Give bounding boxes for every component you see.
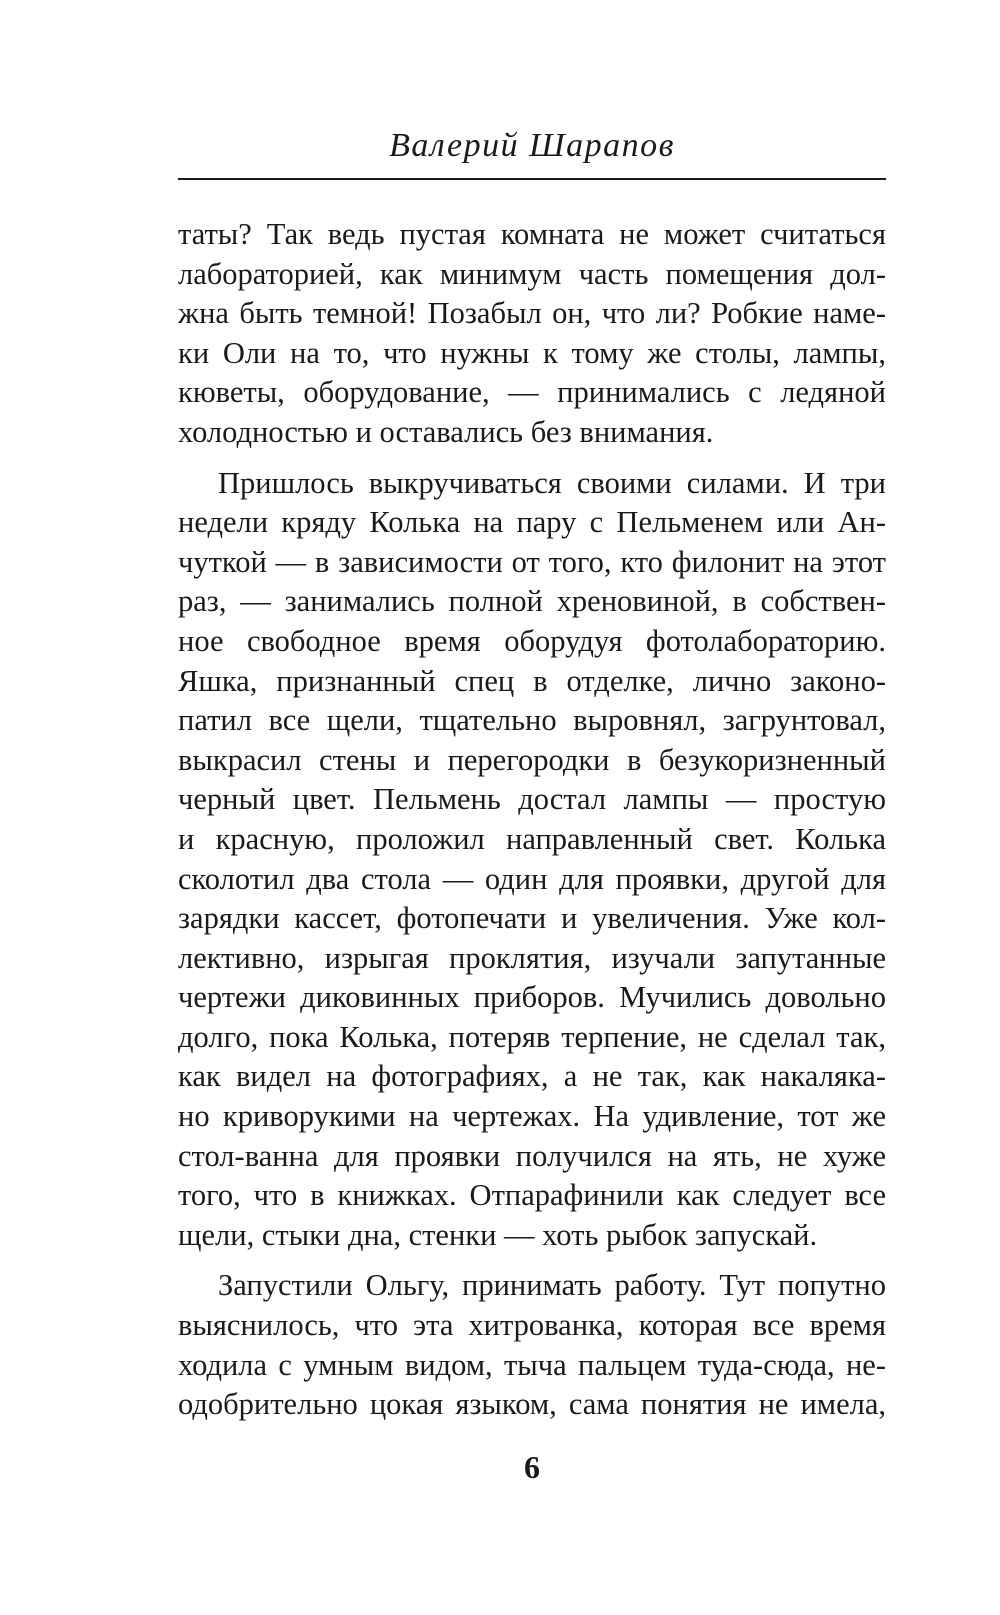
text-line: Яшка, признанный спец в отделке, лично законо- — [178, 663, 886, 698]
text-line: одобрительно цокая языком, сама понятия не имела, — [178, 1387, 886, 1422]
body-text — [178, 215, 886, 1425]
text-line: жна быть темной! Позабыл он, что ли? Робкие наме- — [178, 296, 886, 331]
text-line: стол-ванна для проявки получился на ять, не хуже — [178, 1138, 886, 1173]
page-number: 6 — [524, 1449, 540, 1485]
text-line: кюветы, оборудование, — принимались с ледяной — [178, 375, 886, 410]
text-line: и красную, проложил направленный свет. Колька — [178, 821, 886, 856]
text-line: черный цвет. Пельмень достал лампы — простую — [178, 782, 886, 817]
text-line: холодностью и оставались без внимания. — [178, 414, 714, 449]
paragraph-gap — [178, 453, 886, 464]
text-line: щели, стыки дна, стенки — хоть рыбок запускай. — [178, 1217, 818, 1252]
text-line: но криворукими на чертежах. На удивление, тот же — [178, 1099, 886, 1134]
text-line: ходила с умным видом, тыча пальцем туда-сюда, не- — [178, 1347, 886, 1382]
text-line: того, что в книжках. Отпарафинили как следует все — [178, 1178, 886, 1213]
text-line: как видел на фотографиях, а не так, как накаляка- — [178, 1059, 886, 1094]
paragraph — [178, 464, 886, 1256]
text-line: лабораторией, как минимум часть помещения дол- — [178, 256, 886, 291]
text-line: Запустили Ольгу, принимать работу. Тут попутно — [218, 1268, 886, 1303]
text-line: сколотил два стола — один для проявки, другой для — [178, 861, 886, 896]
text-line: таты? Так ведь пустая комната не может считаться — [178, 217, 886, 251]
text-line: раз, — занимались полной хреновиной, в собствен- — [178, 584, 886, 619]
paragraph — [178, 215, 886, 453]
text-line: зарядки кассет, фотопечати и увеличения. Уже кол- — [178, 901, 886, 936]
text-line: выкрасил стены и перегородки в безукоризненный — [178, 742, 886, 777]
text-line: ное свободное время оборудуя фотолабораторию. — [178, 623, 886, 658]
text-line: Пришлось выкручиваться своими силами. И три — [218, 465, 886, 500]
text-line: патил все щели, тщательно выровнял, загрунтовал, — [178, 703, 886, 738]
text-line: долго, пока Колька, потеряв терпение, не сделал так, — [178, 1019, 886, 1054]
text-line: недели кряду Колька на пару с Пельменем или Ан- — [178, 505, 886, 540]
text-line: чертежи диковинных приборов. Мучились довольно — [178, 980, 886, 1015]
running-header-author: Валерий Шарапов — [389, 127, 675, 164]
text-line: выяснилось, что эта хитрованка, которая все время — [178, 1308, 886, 1343]
paragraph — [178, 1266, 886, 1424]
text-line: чуткой — в зависимости от того, кто филонит на этот — [178, 544, 886, 579]
text-line: лективно, изрыгая проклятия, изучали запутанные — [178, 940, 886, 975]
text-line: ки Оли на то, что нужны к тому же столы, лампы, — [178, 335, 886, 370]
header-divider — [178, 178, 886, 180]
paragraph-gap — [178, 1255, 886, 1266]
